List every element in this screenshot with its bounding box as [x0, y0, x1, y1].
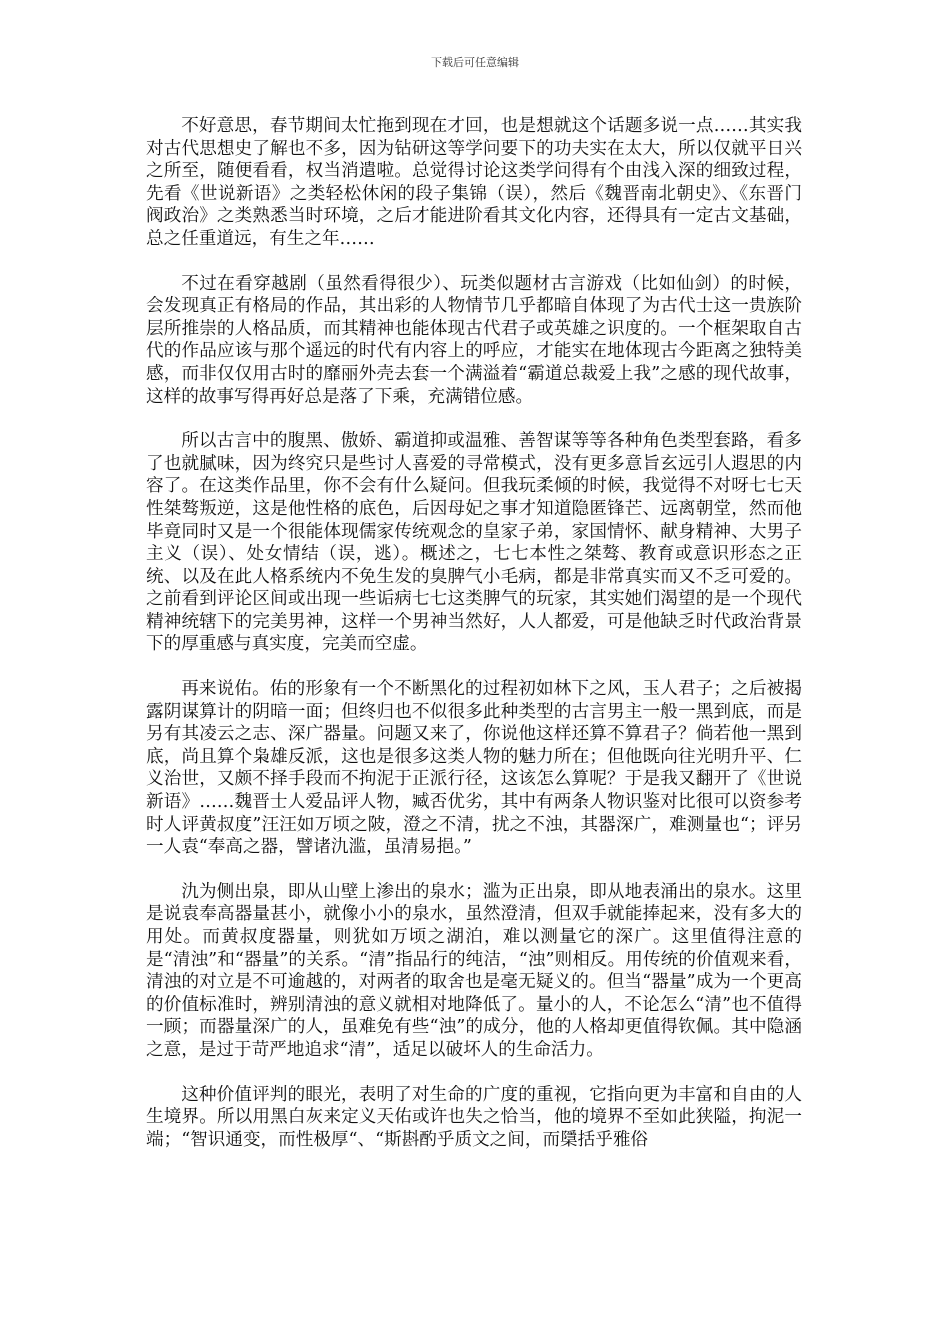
paragraph: 再来说佑。佑的形象有一个不断黑化的过程初如林下之风，玉人君子；之后被揭露阴谋算计的阴暗一面；但终归也不似很多此种类型的古言男主一般一黑到底，而是另有其凌云之志、深广器量。问题又来了，你说他这样还算不算君子？倘若他一黑到底，尚且算个枭雄反派，这也是很多这类人物的魅力所在；但他既向往光明升平、仁义治世，又颇不择手段而不拘泥于正派行径，这该怎么算呢？于是我又翻开了《世说新语》……魏晋士人爱品评人物，臧否优劣，其中有两条人物识鉴对比很可以资参考时人评黄叔度”汪汪如万顷之陂，澄之不清，扰之不浊，其器深广，难测量也“；评另一人袁“奉高之器，譬诸氿滥，虽清易挹。”	[146, 679, 802, 858]
paragraph: 这种价值评判的眼光，表明了对生命的广度的重视，它指向更为丰富和自由的人生境界。所以用黑白灰来定义天佑或许也失之恰当，他的境界不至如此狭隘，拘泥一端；“智识通变，而性极厚“、“斯斟酌乎质文之间，而檃括乎雅俗	[146, 1084, 802, 1150]
article-body	[146, 115, 802, 1173]
paragraph: 不好意思，春节期间太忙拖到现在才回，也是想就这个话题多说一点……其实我对古代思想史了解也不多，因为钻研这等学问要下的功夫实在太大，所以仅就平日兴之所至，随便看看，权当消遣啦。总觉得讨论这类学问得有个由浅入深的细致过程，先看《世说新语》之类轻松休闲的段子集锦（误），然后《魏晋南北朝史》、《东晋门阀政治》之类熟悉当时环境，之后才能进阶看其文化内容，还得具有一定古文基础，总之任重道远，有生之年……	[146, 116, 802, 249]
paragraph: 氿为侧出泉，即从山壁上渗出的泉水；滥为正出泉，即从地表涌出的泉水。这里是说袁奉高器量甚小，就像小小的泉水，虽然澄清，但双手就能捧起来，没有多大的用处。而黄叔度器量，则犹如万顷之湖泊，难以测量它的深广。这里值得注意的是“清浊”和“器量”的关系。“清”指品行的纯洁，“浊”则相反。用传统的价值观来看，清浊的对立是不可逾越的，对两者的取舍也是毫无疑义的。但当“器量”成为一个更高的价值标准时，辨别清浊的意义就相对地降低了。量小的人，不论怎么“清”也不值得一顾；而器量深广的人，虽难免有些“浊”的成分，他的人格却更值得钦佩。其中隐涵之意，是过于苛严地追求“清”，适足以破坏人的生命活力。	[146, 881, 802, 1060]
page-header: 下载后可任意编辑	[431, 56, 519, 69]
paragraph: 所以古言中的腹黑、傲娇、霸道抑或温雅、善智谋等等各种角色类型套路，看多了也就腻味，因为终究只是些讨人喜爱的寻常模式，没有更多意旨玄远引人遐思的内容了。在这类作品里，你不会有什么疑问。但我玩柔倾的时候，我觉得不对呀七七天性桀骜叛逆，这是他性格的底色，后因母妃之事才知道隐匿锋芒、远离朝堂，然而他毕竟同时又是一个很能体现儒家传统观念的皇家子弟，家国情怀、献身精神、大男子主义（误）、处女情结（误，逃）。概述之，七七本性之桀骜、教育或意识形态之正统、以及在此人格系统内不免生发的臭脾气小毛病，都是非常真实而又不乏可爱的。之前看到评论区间或出现一些诟病七七这类脾气的玩家，其实她们渴望的是一个现代精神统辖下的完美男神，这样一个男神当然好，人人都爱，可是他缺乏时代政治背景下的厚重感与真实度，完美而空虚。	[146, 431, 802, 655]
paragraph: 不过在看穿越剧（虽然看得很少）、玩类似题材古言游戏（比如仙剑）的时候，会发现真正有格局的作品，其出彩的人物情节几乎都暗自体现了为古代士这一贵族阶层所推崇的人格品质，而其精神也能体现古代君子或英雄之识度的。一个框架取自古代的作品应该与那个遥远的时代有内容上的呼应，才能实在地体现古今距离之独特美感，而非仅仅用古时的靡丽外壳去套一个满溢着“霸道总裁爱上我”之感的现代故事，这样的故事写得再好总是落了下乘，充满错位感。	[146, 273, 802, 407]
